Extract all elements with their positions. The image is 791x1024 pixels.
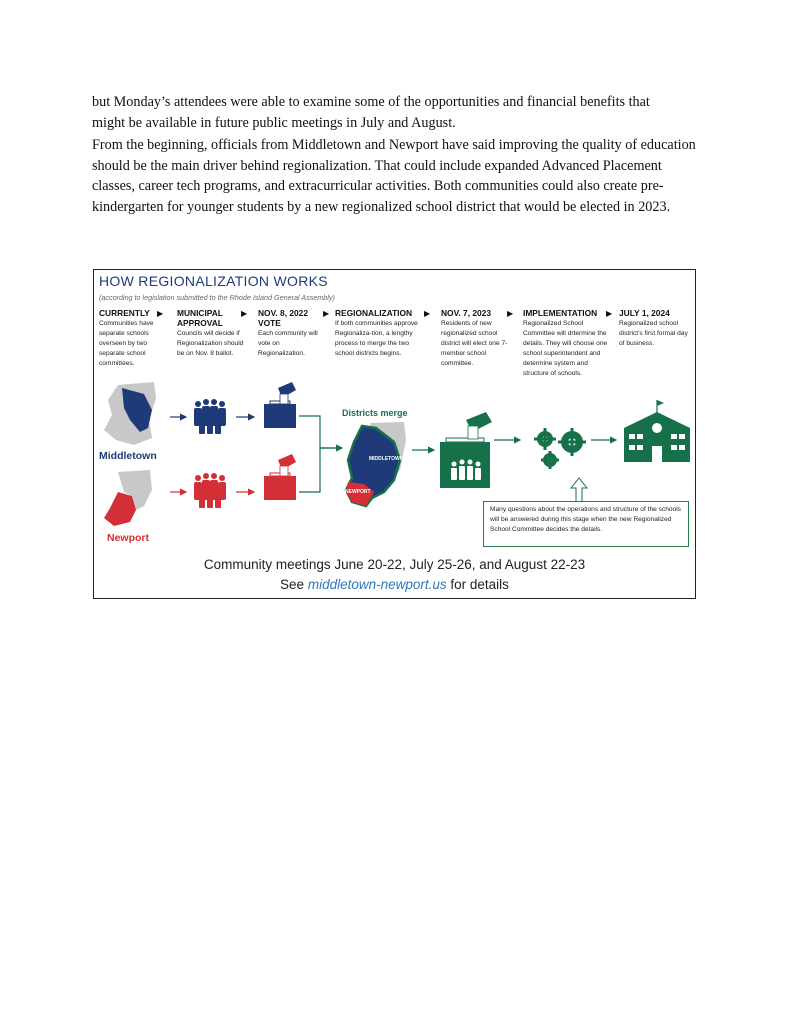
- step-heading: MUNICIPAL APPROVAL: [177, 308, 223, 328]
- arrow-right-icon: ▶: [157, 309, 164, 318]
- middletown-map-icon: [104, 382, 156, 445]
- map-middletown-label: MIDDLETOWN: [369, 456, 404, 462]
- community-meetings-text: Community meetings June 20-22, July 25-26, and August 22-23: [203, 557, 586, 572]
- arrow-right-icon: ▶: [507, 309, 514, 318]
- people-group-icon: [194, 399, 226, 434]
- gears-icon: [534, 428, 586, 469]
- website-link[interactable]: middletown-newport.us: [307, 577, 447, 592]
- people-group-icon: [194, 473, 226, 508]
- newport-label: Newport: [107, 532, 149, 544]
- step-description: Regionalized school district’s first formal day of business.: [619, 320, 688, 347]
- infographic-subtitle: (according to legislation submitted to the Rhode Island General Assembly): [99, 293, 335, 302]
- arrow-right-icon: ▶: [323, 309, 330, 318]
- process-graphics: [94, 270, 695, 598]
- step-description: If both communities approve Regionaliza-tion, a lengthy process to merge the two school districts begins.: [335, 320, 418, 357]
- step-description: Communities have separate schools overseen by two separate school committees.: [99, 320, 154, 367]
- ballot-box-icon: [264, 382, 296, 428]
- infographic-title: HOW REGIONALIZATION WORKS: [99, 273, 328, 289]
- article-paragraph-2: From the beginning, officials from Middletown and Newport have said improving the quality of education should be the main driver behind regionalization. That could include expanded Advanced Placement classes, career tech programs, and extracurricular activities. Both communities could also create pre-kindergarten for younger students by a new regionalized school district that would be elected in 2023.: [92, 137, 696, 215]
- arrow-right-icon: ▶: [424, 309, 431, 318]
- districts-merge-label: Districts merge: [342, 408, 408, 418]
- newport-map-icon: [104, 470, 152, 526]
- article-paragraph-1: but Monday’s attendees were able to examine some of the opportunities and financial benefits that might be available in future public meetings in July and August.: [92, 94, 650, 131]
- step-description: Residents of new regionalized school district will elect one 7-member school committee.: [441, 320, 508, 367]
- step-description: Regionalized School Committee will drtermine the details. They will choose one school superintendent and determine system and structure of schools.: [523, 320, 608, 377]
- step-description: Each community will vote on Regionalization.: [258, 330, 318, 357]
- step-heading: NOV. 8, 2022 VOTE: [258, 308, 308, 328]
- school-building-icon: [624, 400, 690, 462]
- arrow-right-icon: ▶: [606, 309, 613, 318]
- ballot-box-icon: [264, 454, 296, 500]
- middletown-label: Middletown: [99, 450, 157, 462]
- details-line: [94, 577, 695, 592]
- step-heading: REGIONALIZATION: [335, 308, 413, 318]
- implementation-note: Many questions about the operations and structure of the schools will be answered during this stage when the new Regionalized School Committee decides the details.: [483, 501, 689, 547]
- arrow-right-icon: ▶: [241, 309, 248, 318]
- ballot-box-icon: [440, 412, 492, 488]
- step-heading: JULY 1, 2024: [619, 308, 670, 318]
- step-description: Councils will decide if Regionalization should be on Nov. 8 ballot.: [177, 330, 244, 357]
- step-heading: IMPLEMENTATION: [523, 308, 598, 318]
- step-heading: NOV. 7, 2023: [441, 308, 491, 318]
- see-text: See: [280, 577, 308, 592]
- map-newport-label: NEWPORT: [345, 489, 371, 495]
- step-heading: CURRENTLY: [99, 308, 150, 318]
- regionalization-infographic: [93, 269, 696, 599]
- for-details-text: for details: [446, 577, 509, 592]
